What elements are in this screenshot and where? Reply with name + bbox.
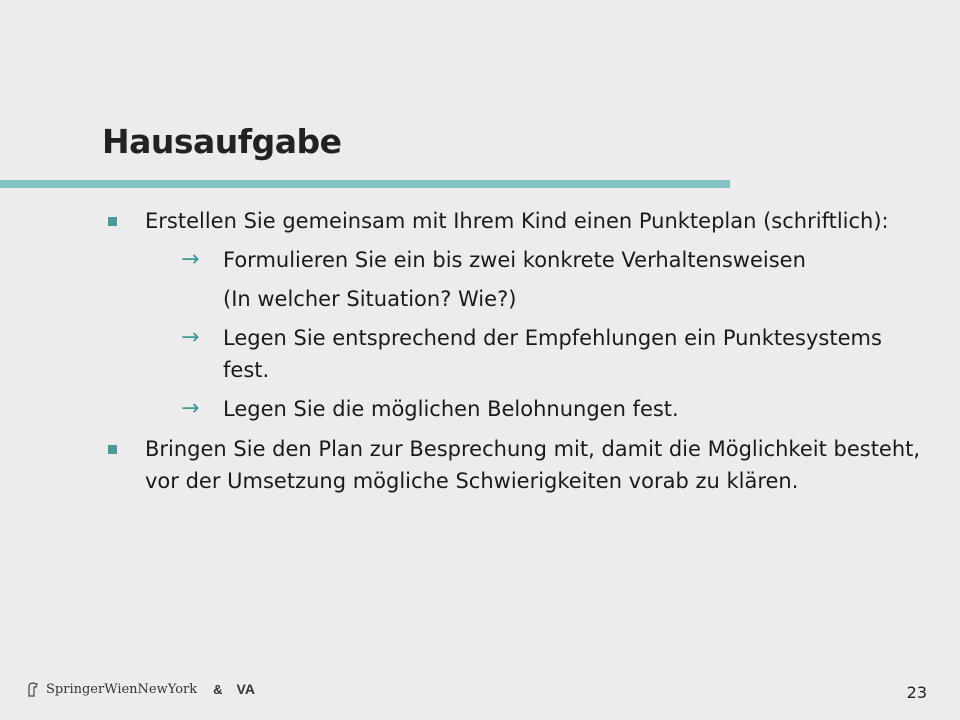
arrow-icon: → bbox=[181, 396, 200, 421]
ampersand: & bbox=[213, 681, 223, 697]
title-underline bbox=[0, 180, 730, 188]
sub-bullet-text: Formulieren Sie ein bis zwei konkrete Verhaltensweisen bbox=[223, 248, 806, 272]
sub-bullet-item bbox=[0, 393, 960, 425]
footer-logo bbox=[26, 681, 255, 697]
slide-content bbox=[0, 205, 960, 497]
arrow-icon: → bbox=[181, 325, 200, 350]
arrow-icon: → bbox=[181, 247, 200, 272]
bullet-text: Erstellen Sie gemeinsam mit Ihrem Kind einen Punkteplan (schriftlich): bbox=[145, 209, 889, 233]
slide-title: Hausaufgabe bbox=[102, 122, 342, 161]
publisher-name: SpringerWienNewYork bbox=[46, 681, 198, 697]
page-number: 23 bbox=[906, 683, 927, 702]
sub-bullet-item bbox=[0, 244, 960, 276]
springer-horse-icon bbox=[26, 681, 40, 697]
sub-bullet-text: Legen Sie entsprechend der Empfehlungen ein Punktesystems fest. bbox=[223, 326, 882, 382]
bullet-item bbox=[0, 205, 960, 237]
bullet-text: Bringen Sie den Plan zur Besprechung mit, damit die Möglichkeit besteht, vor der Umsetzung mögliche Schwierigkeiten vorab zu klären. bbox=[145, 437, 921, 493]
sub-bullet-text: Legen Sie die möglichen Belohnungen fest. bbox=[223, 397, 679, 421]
sub-bullet-continuation bbox=[0, 283, 960, 315]
sub-bullet-text: (In welcher Situation? Wie?) bbox=[223, 287, 517, 311]
square-bullet-icon bbox=[108, 445, 117, 454]
sub-bullet-item bbox=[0, 322, 960, 386]
bullet-item bbox=[0, 433, 960, 497]
square-bullet-icon bbox=[108, 217, 117, 226]
va-logo: VA bbox=[236, 681, 255, 697]
